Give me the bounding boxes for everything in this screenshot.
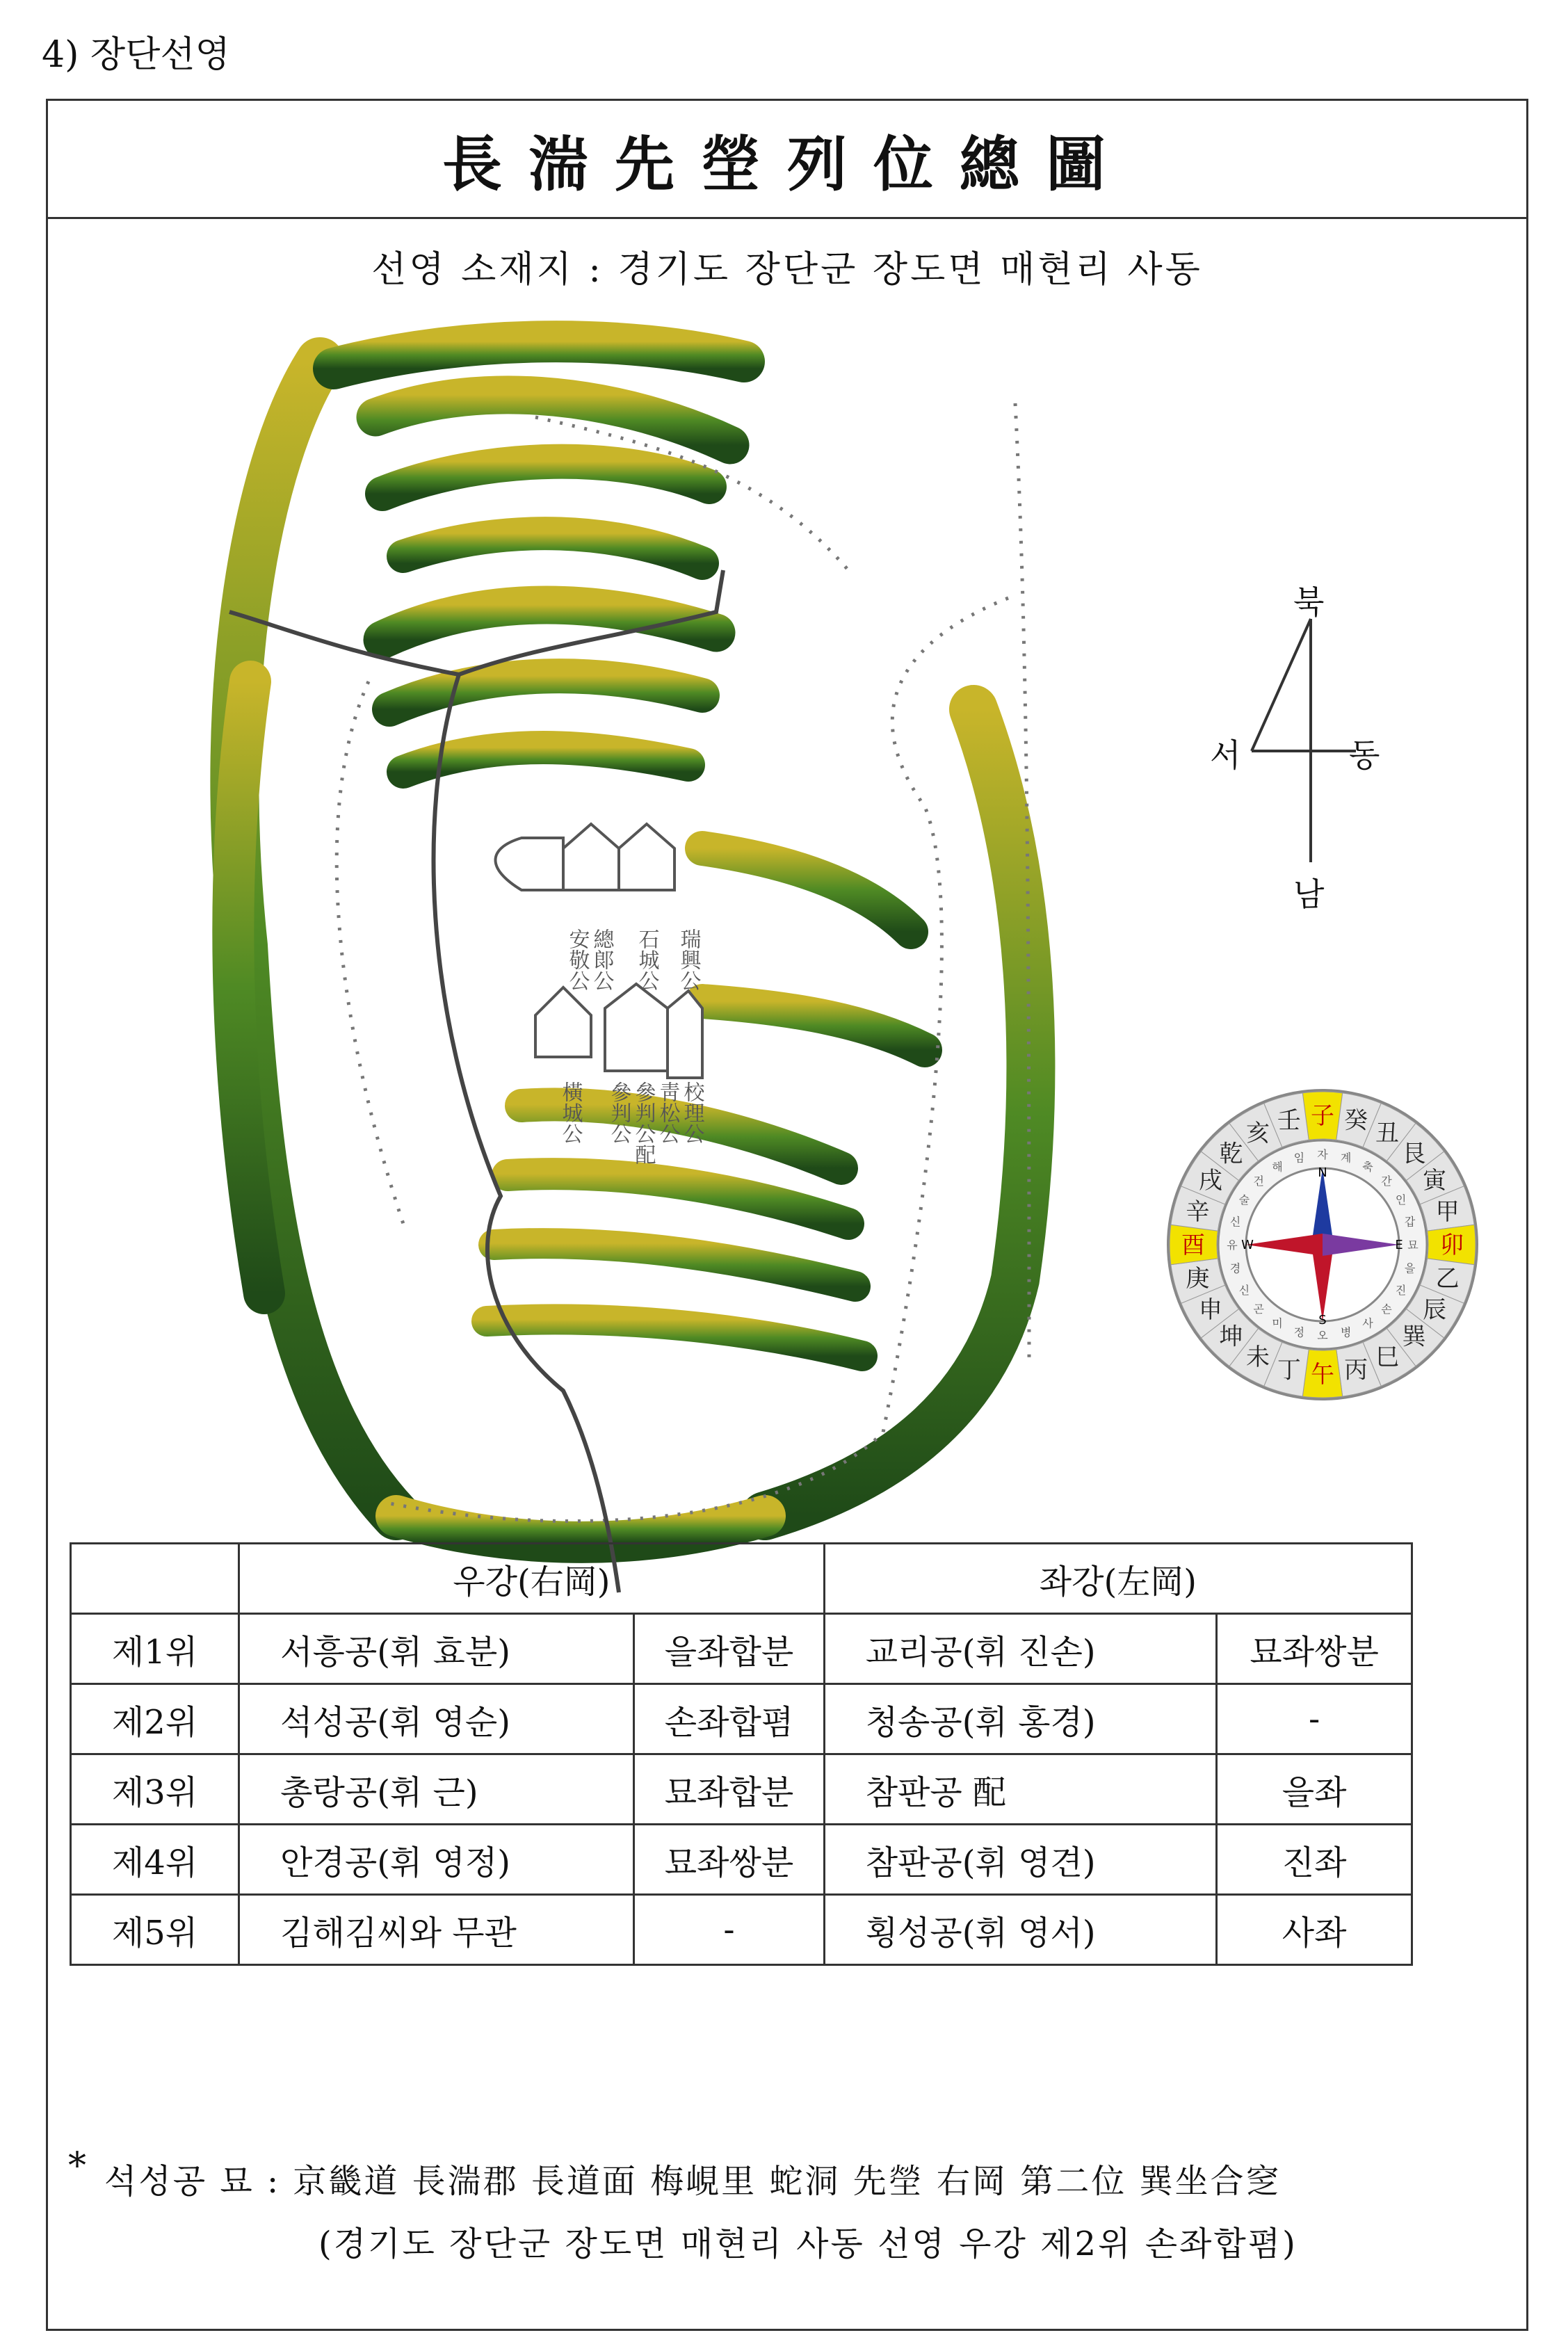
rose-outer-label: 戌: [1198, 1167, 1222, 1195]
position-cell: 제4위: [71, 1825, 239, 1895]
rose-outer-label: 癸: [1344, 1106, 1368, 1135]
left-orientation-cell: -: [1217, 1684, 1412, 1754]
rose-inner-label: 축: [1362, 1160, 1373, 1174]
grave-label: 靑松公: [655, 1081, 680, 1144]
rose-outer-label: 亥: [1246, 1119, 1270, 1147]
rose-outer-label: 申: [1198, 1296, 1222, 1324]
left-orientation-cell: 사좌: [1217, 1895, 1412, 1965]
right-name-cell: 안경공(휘 영정): [239, 1825, 634, 1895]
rose-outer-label: 庚: [1186, 1265, 1210, 1293]
position-cell: 제2위: [71, 1684, 239, 1754]
rose-outer-label: 子: [1311, 1102, 1334, 1130]
grave-mounds-upper: [496, 824, 675, 890]
grave-label: 校理公: [679, 1081, 704, 1144]
table-row: [71, 1754, 1412, 1825]
left-name-cell: 참판공 配: [824, 1754, 1217, 1825]
position-cell: 제3위: [71, 1754, 239, 1825]
note-line-1: 석성공 묘 : 京畿道 長湍郡 長道面 梅峴里 蛇洞 先塋 右岡 第二位 巽坐合窆: [104, 2162, 1282, 2201]
rose-inner-label: 간: [1381, 1174, 1392, 1188]
rose-inner-label: 미: [1272, 1316, 1283, 1330]
rose-inner-label: 곤: [1253, 1302, 1264, 1316]
rose-outer-label: 丁: [1277, 1356, 1301, 1384]
left-orientation-cell: 묘좌쌍분: [1217, 1614, 1412, 1684]
rose-outer-label: 未: [1246, 1343, 1270, 1372]
rose-inner-label: 건: [1253, 1174, 1264, 1188]
grave-label: 橫城公: [558, 1081, 583, 1144]
position-cell: 제5위: [71, 1895, 239, 1965]
rose-n: N: [1318, 1165, 1327, 1180]
right-orientation-cell: 손좌합폄: [634, 1684, 824, 1754]
right-orientation-cell: 을좌합분: [634, 1614, 824, 1684]
right-orientation-cell: -: [634, 1895, 824, 1965]
rose-w: W: [1241, 1238, 1254, 1252]
left-name-cell: 횡성공(휘 영서): [824, 1895, 1217, 1965]
header-cell: 우강(右岡): [239, 1544, 825, 1614]
west-label: 서: [1210, 736, 1241, 774]
rose-inner-label: 자: [1317, 1148, 1328, 1161]
rose-outer-label: 辛: [1186, 1197, 1210, 1226]
right-name-cell: 서흥공(휘 효분): [239, 1614, 634, 1684]
grave-label: 安敬公: [565, 928, 590, 991]
rose-inner-label: 사: [1362, 1316, 1373, 1330]
right-name-cell: 총랑공(휘 근): [239, 1754, 634, 1825]
title-box: [48, 101, 1526, 219]
rose-outer-label: 午: [1311, 1361, 1334, 1389]
grave-label: 石城公: [634, 928, 659, 991]
rose-inner-label: 묘: [1407, 1238, 1419, 1252]
rose-s: S: [1318, 1313, 1327, 1327]
rose-inner-label: 해: [1272, 1160, 1283, 1174]
rose-outer-label: 坤: [1219, 1323, 1243, 1351]
rose-outer-label: 巳: [1375, 1343, 1399, 1372]
rose-inner-label: 신: [1238, 1284, 1250, 1297]
rose-inner-label: 유: [1227, 1238, 1238, 1252]
rose-inner-label: 술: [1238, 1193, 1250, 1206]
rose-inner-label: 손: [1381, 1302, 1392, 1316]
rose-outer-label: 甲: [1435, 1197, 1460, 1226]
section-heading: 4) 장단선영: [42, 34, 230, 76]
table-header-row: [71, 1544, 1412, 1614]
grave-labels-upper: [565, 928, 702, 992]
rose-outer-label: 巽: [1402, 1323, 1426, 1351]
rose-inner-label: 임: [1293, 1151, 1305, 1165]
grave-label: 總郞公: [589, 928, 614, 991]
rose-outer-label: 丙: [1344, 1356, 1368, 1384]
north-label: 북: [1293, 583, 1325, 621]
rose-inner-label: 정: [1293, 1325, 1305, 1339]
rose-inner-label: 계: [1340, 1151, 1352, 1165]
table-row: [71, 1684, 1412, 1754]
grave-labels-lower: [558, 1081, 705, 1165]
compass-rose: [1163, 1085, 1482, 1405]
right-orientation-cell: 묘좌합분: [634, 1754, 824, 1825]
note-line-2: (경기도 장단군 장도면 매현리 사동 선영 우강 제2위 손좌합폄): [318, 2224, 1298, 2263]
south-label: 남: [1293, 875, 1325, 913]
table-row: [71, 1895, 1412, 1965]
right-name-cell: 석성공(휘 영순): [239, 1684, 634, 1754]
grave-label: 瑞興公: [676, 928, 701, 991]
location-text: 선영 소재지 : 경기도 장단군 장도면 매현리 사동: [371, 249, 1203, 291]
rose-outer-label: 乙: [1435, 1265, 1460, 1293]
note-marker: *: [68, 2145, 86, 2187]
rose-outer-label: 辰: [1423, 1296, 1447, 1324]
left-name-cell: 청송공(휘 홍경): [824, 1684, 1217, 1754]
rose-outer-label: 丑: [1375, 1119, 1399, 1147]
grave-label: 參判公: [606, 1081, 631, 1144]
rose-inner-label: 경: [1229, 1261, 1241, 1275]
header-cell: [71, 1544, 239, 1614]
rose-inner-label: 병: [1340, 1325, 1352, 1339]
rose-inner-label: 갑: [1404, 1215, 1416, 1229]
right-name-cell: 김해김씨와 무관: [239, 1895, 634, 1965]
burial-ground-map: [174, 320, 1113, 1613]
table-row: [71, 1825, 1412, 1895]
rose-inner-label: 인: [1395, 1193, 1407, 1206]
rose-e: E: [1395, 1238, 1403, 1252]
rose-outer-label: 乾: [1219, 1140, 1243, 1168]
rose-inner-label: 을: [1404, 1261, 1416, 1275]
east-label: 동: [1349, 736, 1380, 774]
left-orientation-cell: 을좌: [1217, 1754, 1412, 1825]
right-orientation-cell: 묘좌쌍분: [634, 1825, 824, 1895]
grave-label: 參判公配: [631, 1081, 656, 1165]
rose-inner-label: 진: [1395, 1284, 1407, 1297]
header-cell: 좌강(左岡): [824, 1544, 1412, 1614]
rose-inner-label: 신: [1229, 1215, 1241, 1229]
grave-mounds-lower: [535, 984, 702, 1078]
north-arrow: [1210, 577, 1405, 911]
left-name-cell: 참판공(휘 영견): [824, 1825, 1217, 1895]
rose-outer-label: 酉: [1181, 1231, 1205, 1259]
page-title: 長湍先塋列位總圖: [442, 129, 1132, 200]
rose-outer-label: 寅: [1423, 1167, 1447, 1195]
rose-outer-label: 艮: [1402, 1140, 1426, 1168]
left-name-cell: 교리공(휘 진손): [824, 1614, 1217, 1684]
rose-inner-label: 오: [1317, 1329, 1328, 1342]
rose-outer-label: 卯: [1440, 1231, 1464, 1259]
left-orientation-cell: 진좌: [1217, 1825, 1412, 1895]
rose-outer-label: 壬: [1277, 1106, 1301, 1135]
forest-ridges: [233, 341, 1030, 1542]
burial-table: [70, 1542, 1413, 1966]
table-row: [71, 1614, 1412, 1684]
position-cell: 제1위: [71, 1614, 239, 1684]
